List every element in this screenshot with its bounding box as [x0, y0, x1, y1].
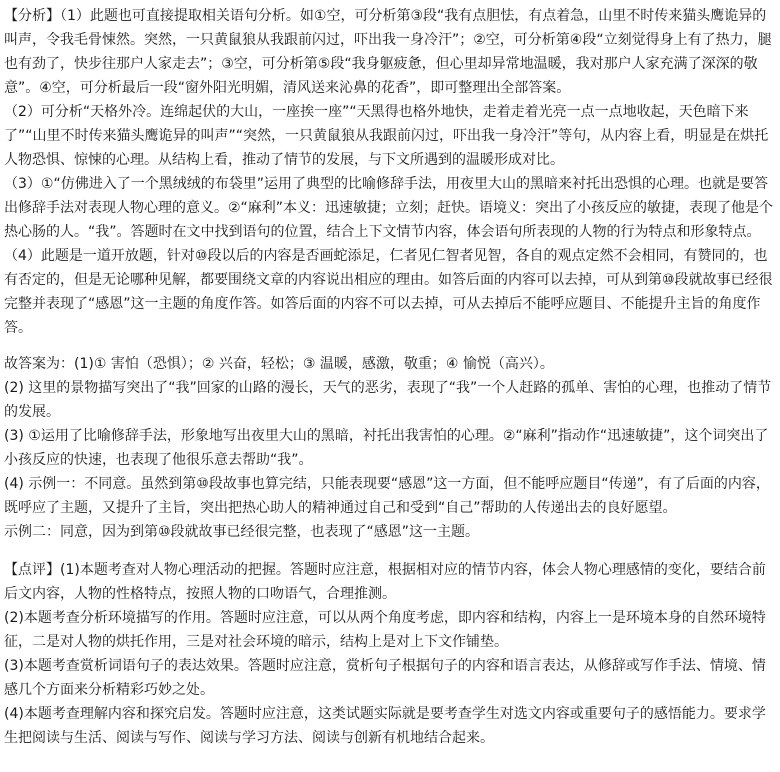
answer-line-2: (2) 这里的景物描写突出了“我”回家的山路的漫长，天气的恶劣，表现了“我”一个人赶路的孤单、害怕的心理，也推动了情节的发展。 — [4, 380, 772, 420]
answer-section — [4, 352, 776, 544]
comment-paragraph-2: (2)本题考查分析环境描写的作用。答题时应注意，可以从两个角度考虑，即内容和结构，内容上一是环境本身的自然环境特征，二是对人物的烘托作用，三是对社会环境的暗示，结构上是对上下文作铺垫。 — [4, 610, 766, 650]
answer-line-4: (4) 示例一：不同意。虽然到第⑩段故事也算完结，只能表现要“感恩”这一方面，但不能呼应题目“传递”，有了后面的内容，既呼应了主题，又提升了主旨，突出把热心助人的精神通过自己和受到“自己”帮助的人传递出去的良好愿望。 — [4, 476, 770, 516]
section-gap — [4, 544, 776, 558]
analysis-paragraph-4: （4）此题是一道开放题，针对⑩段以后的内容是否画蛇添足，仁者见仁智者见智，各自的观点定然不会相同，有赞同的，也有否定的，但是无论哪种见解，都要围绕文章的内容说出相应的理由。如答后面的内容可以去掉，可从到第⑩段就故事已经很完整并表现了“感恩”这一主题的角度作答。如答后面的内容不可以去掉，可从去掉后不能呼应题目、不能提升主旨的角度作答。 — [4, 248, 773, 336]
analysis-paragraph-2: （2）可分析“天格外冷。连绵起伏的大山，一座挨一座”“天黑得也格外地快，走着走着光亮一点一点地收起，天色暗下来了”“山里不时传来猫头鹰诡异的叫声”“突然，一只黄鼠狼从我跟前闪过，吓出我一身冷汗”等句，从内容上看，明显是在烘托人物恐惧、惊悚的心理。从结构上看，推动了情节的发展，与下文所遇到的温暖形成对比。 — [4, 104, 769, 168]
comment-paragraph-3: (3)本题考查赏析词语句子的表达效果。答题时应注意，赏析句子根据句子的内容和语言表达，从修辞或写作手法、情境、情感几个方面来分析精彩巧妙之处。 — [4, 658, 766, 698]
comment-paragraph-1: 【点评】(1)本题考查对人物心理活动的把握。答题时应注意，根据相对应的情节内容，体会人物心理感情的变化，要结合前后文内容，人物的性格特点，按照人物的口吻语气，合理推测。 — [4, 562, 766, 602]
comment-section — [4, 558, 776, 750]
analysis-paragraph-1: 【分析】（1）此题也可直接提取相关语句分析。如①空，可分析第③段“我有点胆怯，有点着急，山里不时传来猫头鹰诡异的叫声，令我毛骨悚然。突然，一只黄鼠狼从我跟前闪过，吓出我一身冷汗”；②空，可分析第④段“立刻觉得身上有了热力，腿也有劲了，快步往那户人家走去”；③空，可分析第⑤段“我身躯疲惫，但心里却异常地温暖，我对那户人家充满了深深的敬意”。④空，可分析最后一段“窗外阳光明媚，清风送来沁鼻的花香”，即可整理出全部答案。 — [4, 8, 772, 96]
comment-paragraph-4: (4)本题考查理解内容和探究启发。答题时应注意，这类试题实际就是要考查学生对选文内容或重要句子的感悟能力。要求学生把阅读与生活、阅读与写作、阅读与学习方法、阅读与创新有机地结合起来。 — [4, 706, 766, 746]
section-gap — [4, 340, 776, 352]
analysis-section — [4, 4, 776, 340]
answer-line-5: 示例二：同意，因为到第⑩段就故事已经很完整，也表现了“感恩”这一主题。 — [4, 524, 480, 540]
answer-line-1: 故答案为：(1)① 害怕（恐惧）；② 兴奋，轻松；③ 温暖，感激，敬重；④ 愉悦（高兴）。 — [4, 356, 554, 372]
answer-line-3: (3) ①运用了比喻修辞手法，形象地写出夜里大山的黑暗，衬托出我害怕的心理。②“麻利”指动作“迅速敏捷”，这个词突出了小孩反应的快速，也表现了他很乐意去帮助“我”。 — [4, 428, 769, 468]
analysis-paragraph-3: （3）①“仿佛进入了一个黑绒绒的布袋里”运用了典型的比喻修辞手法，用夜里大山的黑暗来衬托出恐惧的心理。也就是要答出修辞手法对表现人物心理的意义。②“麻利”本义：迅速敏捷；立刻；赶快。语境义：突出了小孩反应的敏捷，表现了他是个热心肠的人。“我”。答题时在文中找到语句的位置，结合上下文情节内容，体会语句所表现的人物的行为特点和形象特点。 — [4, 176, 774, 240]
